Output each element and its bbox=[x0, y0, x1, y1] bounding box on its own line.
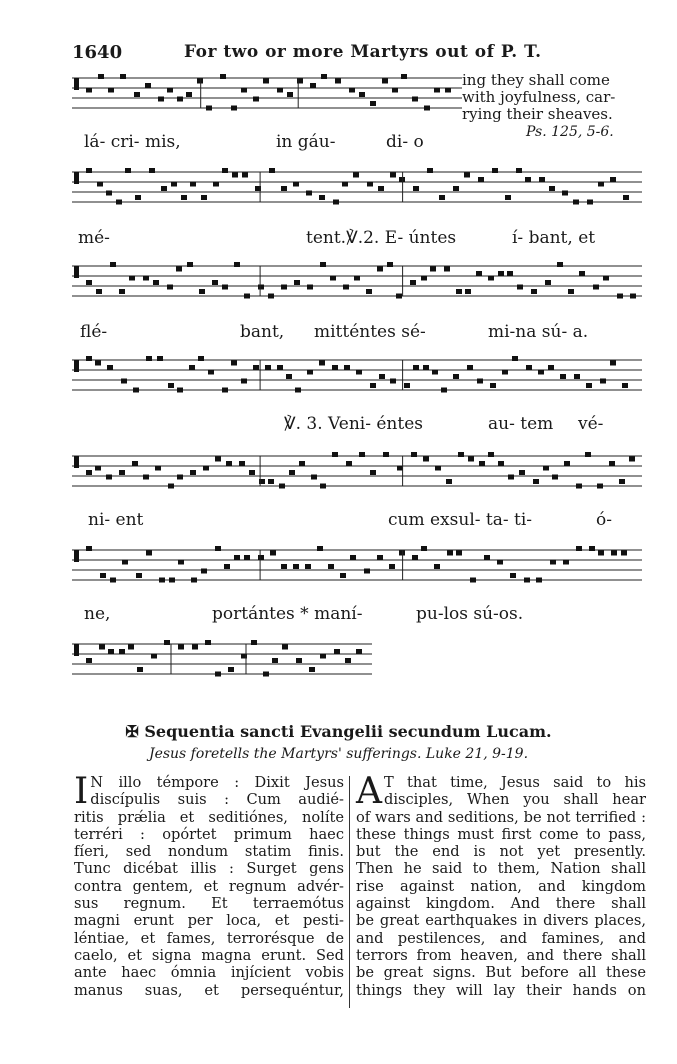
side-line: rying their sheaves. bbox=[462, 105, 613, 123]
chant-staff-4 bbox=[72, 354, 642, 400]
english-line: disciples, When you shall hear bbox=[384, 791, 646, 809]
lyric: portántes * maní- bbox=[212, 604, 363, 624]
lyric: tent.℣.2. E- úntes bbox=[306, 228, 457, 248]
page-header bbox=[72, 42, 652, 66]
lyric: di- o bbox=[386, 132, 424, 152]
latin-line: léntiae, et fames, terrorésque de bbox=[74, 929, 344, 947]
psalm-reference: Ps. 125, 5-6. bbox=[526, 124, 614, 140]
lyric: au- tem bbox=[488, 414, 554, 434]
english-line: Then he said to them, Nation shall bbox=[356, 860, 646, 878]
latin-column bbox=[74, 771, 344, 999]
chant-staff-7 bbox=[72, 638, 642, 684]
lyric: ni- ent bbox=[88, 510, 144, 530]
english-line: be great signs. But before all these bbox=[356, 964, 646, 982]
english-line: of wars and seditions, be not terrified : bbox=[356, 808, 646, 826]
side-english-text bbox=[462, 72, 652, 123]
english-line: against kingdom. And there shall bbox=[356, 895, 646, 913]
latin-line: sus regnum. Et terraemótus bbox=[74, 895, 344, 913]
lyric: cum exsul- ta- ti- bbox=[388, 510, 533, 530]
sequence-title-text: Sequentia sancti Evangelii secundum Lucam. bbox=[144, 722, 552, 741]
chant-staff-5 bbox=[72, 450, 642, 496]
latin-line: terréri : opórtet primum haec bbox=[74, 825, 344, 843]
side-line: ing they shall come bbox=[462, 71, 610, 89]
english-line: terrors from heaven, and there shall bbox=[356, 946, 646, 964]
page-number: 1640 bbox=[72, 42, 123, 63]
latin-line: ante haec ómnia injícient vobis bbox=[74, 964, 344, 982]
sequence-title bbox=[0, 722, 677, 741]
chant-staff-2 bbox=[72, 166, 642, 212]
lyric: mi-na sú- a. bbox=[488, 322, 589, 342]
lyric: ó- bbox=[596, 510, 612, 530]
english-column bbox=[356, 771, 646, 999]
lyric: flé- bbox=[80, 322, 108, 342]
latin-dropcap: I bbox=[74, 771, 89, 812]
latin-line: contra gentem, et regnum advér- bbox=[74, 877, 344, 895]
cross-icon: ✠ bbox=[125, 722, 139, 741]
latin-line: manus suas, et persequéntur, bbox=[74, 981, 344, 999]
lyric: mé- bbox=[78, 228, 110, 248]
lyric: í- bant, et bbox=[512, 228, 596, 248]
lyric: ℣. 3. Veni- éntes bbox=[284, 414, 423, 434]
sequence-subtitle: Jesus foretells the Martyrs' sufferings. Luke 21, 9-19. bbox=[148, 746, 529, 762]
latin-line: discípulis suis : Cum audié- bbox=[90, 791, 344, 809]
english-line: rise against nation, and kingdom bbox=[356, 877, 646, 895]
english-line: and pestilences, and famines, and bbox=[356, 929, 646, 947]
english-line: T that time, Jesus said to his bbox=[384, 774, 646, 791]
latin-line: fíeri, sed nondum statim finis. bbox=[74, 843, 344, 861]
english-line: be great earthquakes in divers places, bbox=[356, 912, 646, 930]
lyric: vé- bbox=[578, 414, 604, 434]
english-line: but the end is not yet presently. bbox=[356, 843, 646, 861]
english-line: things they will lay their hands on bbox=[356, 981, 646, 999]
english-dropcap: A bbox=[356, 771, 382, 812]
lyric: mitténtes sé- bbox=[314, 322, 426, 342]
english-line: these things must first come to pass, bbox=[356, 825, 646, 843]
latin-line: Tunc dicébat illis : Surget gens bbox=[74, 860, 344, 878]
latin-line: N illo témpore : Dixit Jesus bbox=[90, 774, 344, 791]
lyric: bant, bbox=[240, 322, 285, 342]
latin-line: magni erunt per loca, et pesti- bbox=[74, 912, 344, 930]
lyric: ne, bbox=[84, 604, 111, 624]
lyric: pu-los sú-os. bbox=[416, 604, 524, 624]
column-divider bbox=[349, 776, 350, 1008]
latin-line: caelo, et signa magna erunt. Sed bbox=[74, 946, 344, 964]
running-head: For two or more Martyrs out of P. T. bbox=[184, 42, 542, 62]
side-line: with joyfulness, car- bbox=[462, 88, 616, 106]
latin-line: ritis prǽlia et seditiónes, nolíte bbox=[74, 808, 344, 826]
chant-staff-3 bbox=[72, 260, 642, 306]
lyric: lá- cri- mis, bbox=[84, 132, 181, 152]
chant-staff-6 bbox=[72, 544, 642, 590]
lyric: in gáu- bbox=[276, 132, 336, 152]
